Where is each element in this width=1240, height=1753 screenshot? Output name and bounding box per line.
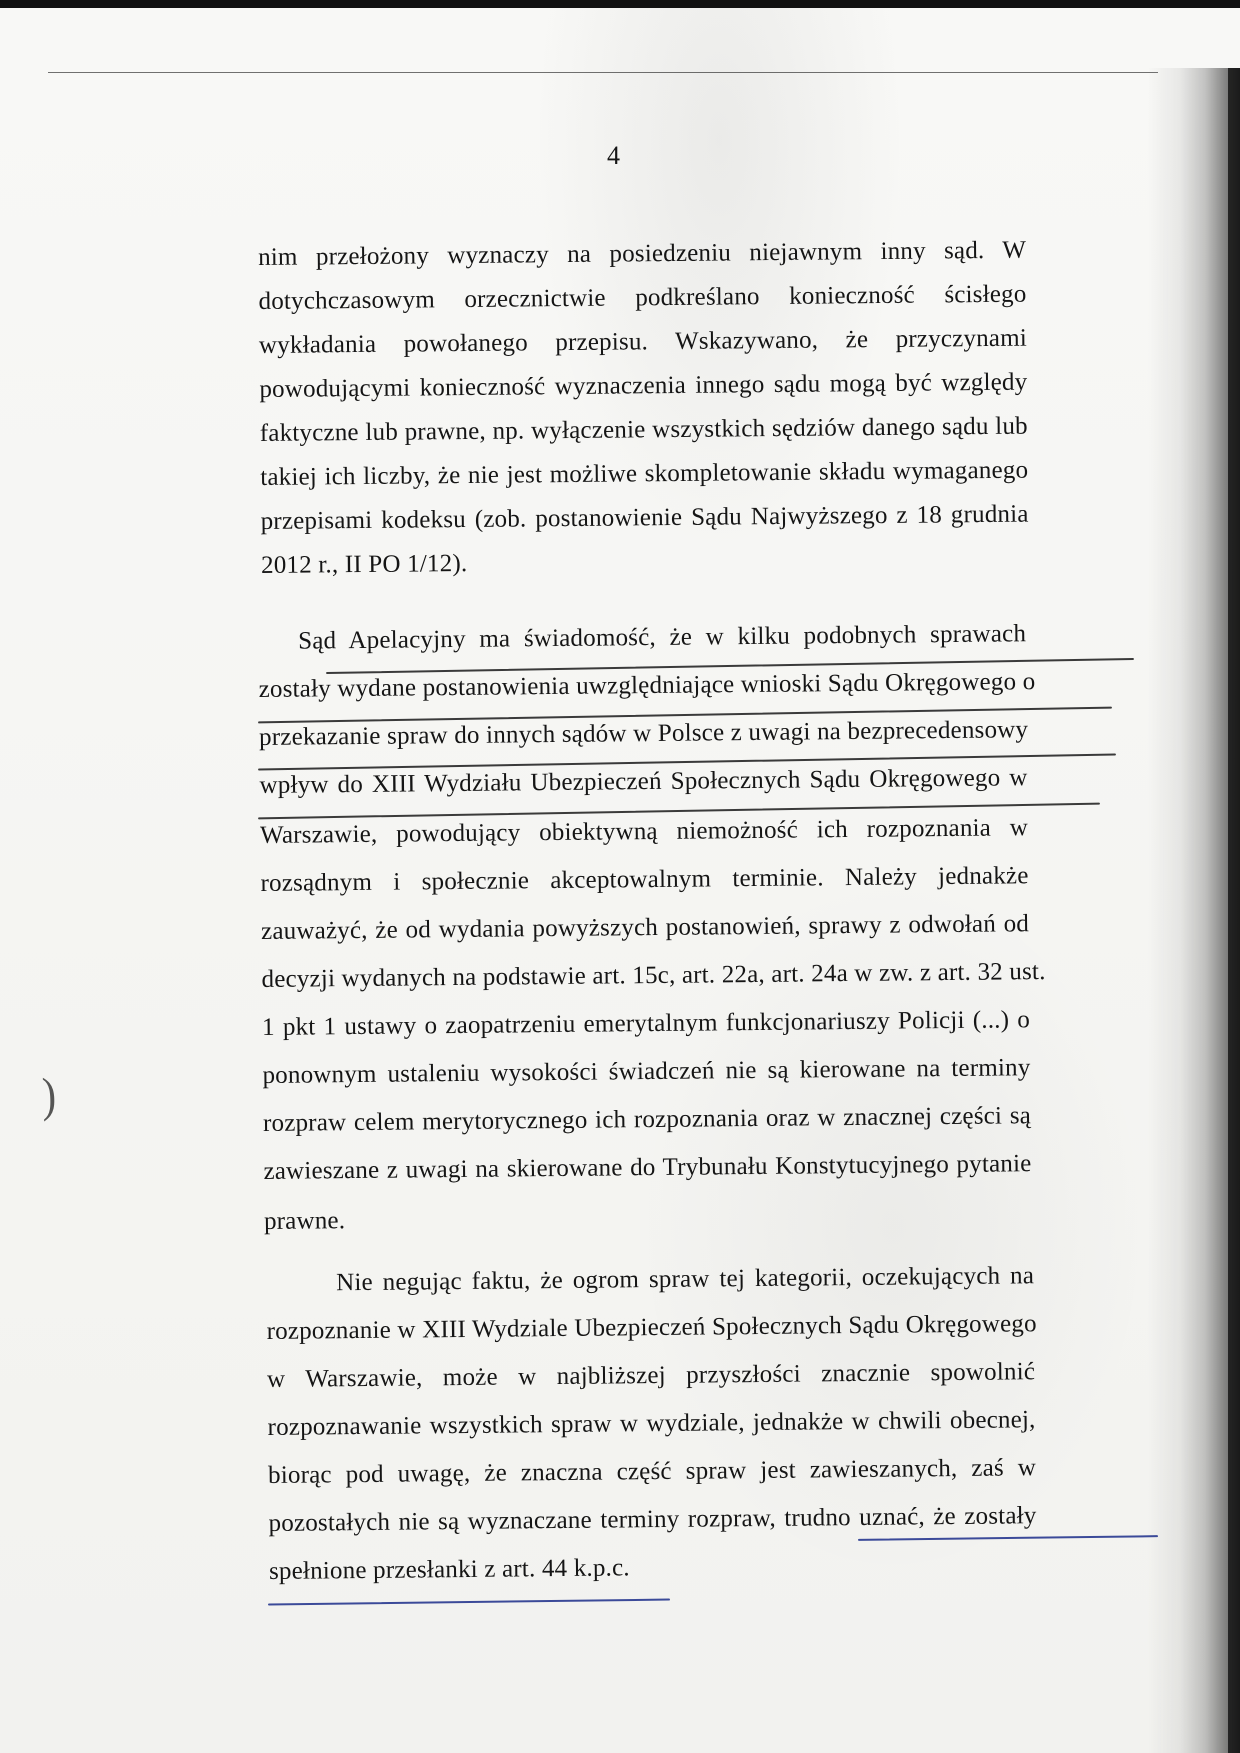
text-line: zauważyć, że od wydania powyższych postanowień, sprawy z odwołań od — [260, 910, 1030, 945]
margin-mark: ) — [41, 1069, 57, 1123]
text-line: prawne. — [263, 1207, 346, 1235]
text-line: nim przełożony wyznaczy na posiedzeniu niejawnym inny sąd. W — [258, 236, 1027, 271]
text-line: pozostałych nie są wyznaczane terminy rozpraw, trudno uznać, że zostały — [268, 1502, 1037, 1537]
text-line: w Warszawie, może w najbliższej przyszłości znacznie spowolnić — [266, 1358, 1036, 1393]
text-line: decyzji wydanych na podstawie art. 15c, art. 22a, art. 24a w zw. z art. 32 ust. — [261, 958, 1046, 993]
text-line: faktyczne lub prawne, np. wyłączenie wszystkich sędziów danego sądu lub — [259, 412, 1028, 447]
text-line-underlined: spełnione przesłanki z art. 44 k.p.c. — [268, 1554, 630, 1585]
text-line: dotychczasowym orzecznictwie podkreślano konieczność ścisłego — [258, 280, 1027, 315]
text-line: powodującymi konieczność wyznaczenia innego sądu mogą być względy — [259, 368, 1028, 403]
text-line: 2012 r., II PO 1/12). — [260, 550, 468, 579]
text-line: rozpraw celem merytorycznego ich rozpoznania oraz w znacznej części są — [262, 1102, 1032, 1137]
text-line: biorąc pod uwagę, że znaczna część spraw jest zawieszanych, zaś w — [267, 1454, 1037, 1489]
text-line-underlined: przekazanie spraw do innych sądów w Polsce z uwagi na bezprecedensowy — [258, 716, 1029, 751]
text-line: przepisami kodeksu (zob. postanowienie Sądu Najwyższego z 18 grudnia — [260, 500, 1029, 535]
paragraph-1 — [258, 236, 1029, 579]
text-line: Nie negując faktu, że ogrom spraw tej kategorii, oczekujących na — [335, 1262, 1035, 1297]
scan-top-edge — [0, 0, 1240, 8]
text-line: rozsądnym i społecznie akceptowalnym terminie. Należy jednakże — [260, 862, 1029, 897]
text-line-underlined: Sąd Apelacyjny ma świadomość, że w kilku podobnych sprawach — [297, 620, 1027, 655]
text-line: ponownym ustaleniu wysokości świadczeń nie są kierowane na terminy — [262, 1054, 1031, 1089]
paragraph-3 — [266, 1262, 1038, 1620]
text-line-underlined: wpływ do XIII Wydziału Ubezpieczeń Społecznych Sądu Okręgowego w — [259, 764, 1028, 799]
text-line: rozpoznanie w XIII Wydziale Ubezpieczeń Społecznych Sądu Okręgowego — [266, 1310, 1037, 1345]
text-line: zawieszane z uwagi na skierowane do Trybunału Konstytucyjnego pytanie — [263, 1150, 1032, 1185]
text-line: Warszawie, powodujący obiektywną niemożność ich rozpoznania w — [259, 814, 1029, 849]
text-line: wykładania powołanego przepisu. Wskazywano, że przyczynami — [258, 324, 1028, 359]
text-line-underlined: zostały wydane postanowienia uwzględniające wnioski Sądu Okręgowego o — [258, 668, 1036, 703]
text-line: 1 pkt 1 ustawy o zaopatrzeniu emerytalnym funkcjonariuszy Policji (...) o — [261, 1006, 1031, 1041]
scan-horizontal-line — [48, 72, 1158, 73]
scan-right-shadow — [1148, 68, 1240, 1753]
text-line: rozpoznawanie wszystkich spraw w wydziale, jednakże w chwili obecnej, — [267, 1406, 1036, 1441]
page-number: 4 — [607, 141, 620, 170]
text-line: takiej ich liczby, że nie jest możliwe skompletowanie składu wymaganego — [260, 456, 1029, 491]
